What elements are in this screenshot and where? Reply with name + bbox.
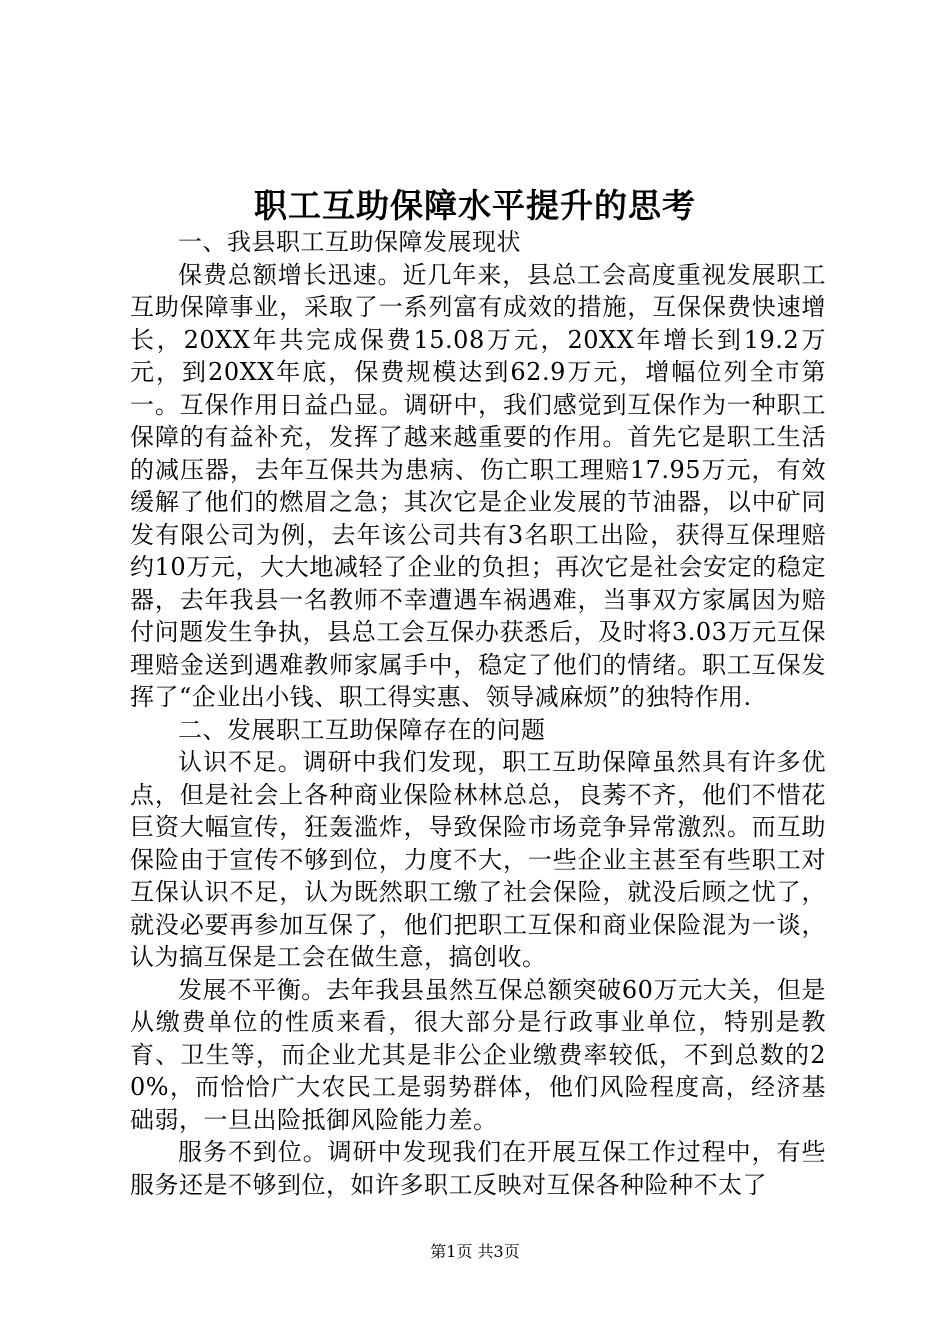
- paragraph-1: 保费总额增长迅速。近几年来，县总工会高度重视发展职工互助保障事业，采取了一系列富有成效的措施，互保保费快速增长，20XX年共完成保费15.08万元，20XX年增长到19.2万元，到20XX年底，保费规模达到62.9万元，增幅位列全市第一。互保作用日益凸显。调研中，我们感觉到互保作为一种职工保障的有益补充，发挥了越来越重要的作用。首先它是职工生活的减压器，去年互保共为患病、伤亡职工理赔17.95万元，有效缓解了他们的燃眉之急；其次它是企业发展的节油器，以中矿同发有限公司为例，去年该公司共有3名职工出险，获得互保理赔约10万元，大大地减轻了企业的负担；再次它是社会安定的稳定器，去年我县一名教师不幸遭遇车祸遇难，当事双方家属因为赔付问题发生争执，县总工会互保办获悉后，及时将3.03万元互保理赔金送到遇难教师家属手中，稳定了他们的情绪。职工互保发挥了“企业出小钱、职工得实惠、领导减麻烦”的独特作用.: [130, 260, 826, 711]
- document-body: [130, 226, 826, 1201]
- paragraph-2: 认识不足。调研中我们发现，职工互助保障虽然具有许多优点，但是社会上各种商业保险林林总总，良莠不齐，他们不惜花巨资大幅宣传，狂轰滥炸，导致保险市场竞争异常激烈。而互助保险由于宣传不够到位，力度不大，一些企业主甚至有些职工对互保认识不足，认为既然职工缴了社会保险，就没后顾之忧了，就没必要再参加互保了，他们把职工互保和商业保险混为一谈，认为搞互保是工会在做生意，搞创收。: [130, 748, 826, 971]
- paragraph-4: 服务不到位。调研中发现我们在开展互保工作过程中，有些服务还是不够到位，如许多职工反映对互保各种险种不太了: [130, 1138, 826, 1199]
- section-heading-2: 二、发展职工互助保障存在的问题: [178, 715, 546, 744]
- paragraph-3: 发展不平衡。去年我县虽然互保总额突破60万元大关，但是从缴费单位的性质来看，很大部分是行政事业单位，特别是教育、卫生等，而企业尤其是非公企业缴费率较低，不到总数的20%，而恰恰广大农民工是弱势群体，他们风险程度高，经济基础弱，一旦出险抵御风险能力差。: [130, 975, 826, 1134]
- document-title: 职工互助保障水平提升的思考: [254, 186, 696, 225]
- section-heading-1: 一、我县职工互助保障发展现状: [178, 228, 521, 256]
- page-footer: 第1页 共3页: [430, 1242, 520, 1261]
